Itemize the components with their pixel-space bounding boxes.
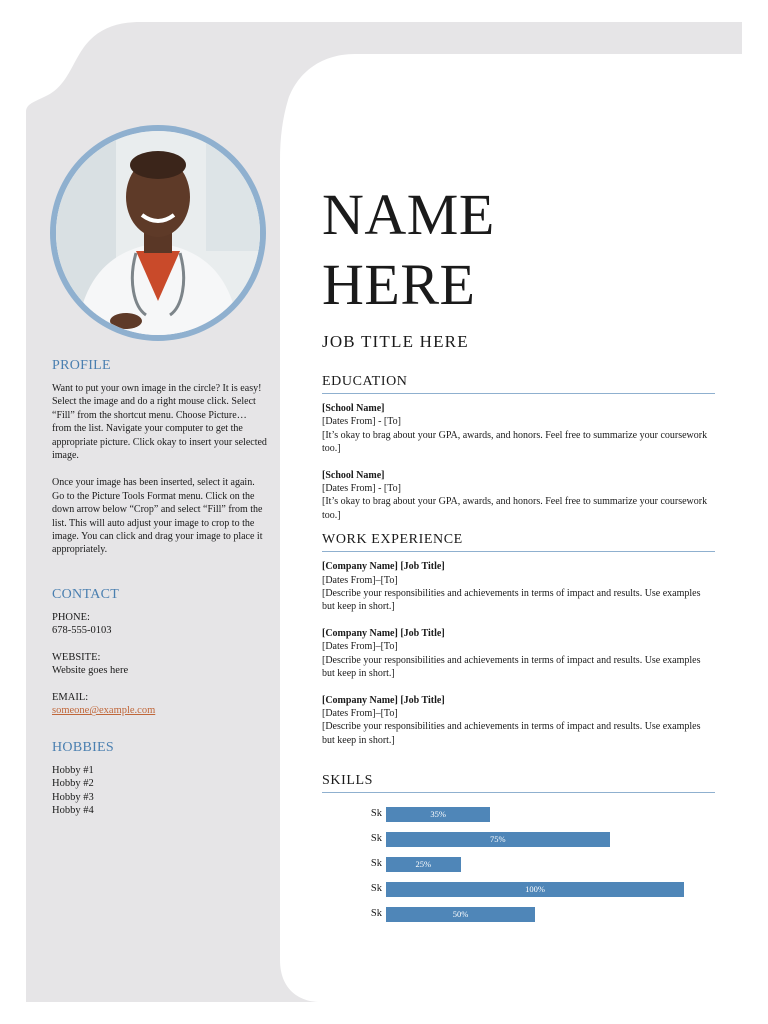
hobby-item[interactable]: Hobby #3 (52, 791, 94, 803)
name-line-1[interactable]: NAME (322, 182, 495, 247)
skill-bar: 50% (386, 907, 535, 922)
contact-website (52, 651, 267, 678)
job-title[interactable]: JOB TITLE HERE (322, 332, 469, 351)
work-dates: [Dates From]–[To] (322, 707, 398, 719)
skill-bar: 25% (386, 857, 461, 872)
profile-photo[interactable] (56, 131, 260, 335)
education-heading: EDUCATION (322, 374, 715, 394)
contact-heading: CONTACT (52, 586, 120, 602)
skill-track (386, 857, 684, 872)
school-dates: [Dates From] - [To] (322, 416, 401, 428)
skill-row[interactable] (322, 855, 715, 880)
work-description: [Describe your responsibilities and achievements in terms of impact and results. Use examples but keep in short.] (322, 588, 701, 613)
name-line-2[interactable]: HERE (322, 252, 476, 317)
contact-email (52, 691, 267, 718)
education-entry[interactable] (322, 402, 715, 456)
email-link[interactable]: someone@example.com (52, 705, 156, 717)
phone-label: PHONE: (52, 611, 90, 623)
skill-bar: 100% (386, 882, 684, 897)
sidebar (52, 358, 267, 818)
work-dates: [Dates From]–[To] (322, 641, 398, 653)
company-job-title: [Company Name] [Job Title] (322, 627, 445, 639)
profile-heading: PROFILE (52, 358, 111, 373)
profile-photo-frame[interactable] (50, 125, 266, 341)
skill-label: Sk (370, 908, 382, 920)
skills-heading: SKILLS (322, 773, 715, 793)
skill-row[interactable] (322, 805, 715, 830)
work-dates: [Dates From]–[To] (322, 574, 398, 586)
skill-label: Sk (370, 808, 382, 820)
education-entry[interactable] (322, 469, 715, 523)
hobby-item[interactable]: Hobby #4 (52, 805, 94, 817)
skill-label: Sk (370, 858, 382, 870)
work-entry[interactable] (322, 627, 715, 681)
skill-track (386, 832, 684, 847)
school-name: [School Name] (322, 403, 385, 414)
website-label: WEBSITE: (52, 651, 101, 663)
doctor-photo-illustration (56, 131, 260, 335)
skill-bar: 35% (386, 807, 490, 822)
company-job-title: [Company Name] [Job Title] (322, 561, 445, 573)
skill-row[interactable] (322, 880, 715, 905)
hobbies-list (52, 764, 267, 818)
skill-label: Sk (370, 833, 382, 845)
skill-row[interactable] (322, 905, 715, 930)
work-entry[interactable] (322, 694, 715, 748)
website-value[interactable]: Website goes here (52, 665, 129, 677)
skill-label: Sk (370, 883, 382, 895)
company-job-title: [Company Name] [Job Title] (322, 694, 445, 706)
work-experience-heading: WORK EXPERIENCE (322, 532, 715, 552)
hobbies-heading: HOBBIES (52, 739, 114, 755)
profile-paragraph-2[interactable]: Once your image has been inserted, select it again. Go to the Picture Tools Format menu. Click on the down arrow below “Crop” and select “Fill” from the list. This will auto adjust your image to crop to the image. You can click and drag your image to place it appropriately. (52, 477, 263, 556)
profile-paragraph-1[interactable]: Want to put your own image in the circle? It is easy! Select the image and do a right mouse click. Select “Fill” from the shortcut menu. Choose Picture… from the list. Navigate your computer to get the appropriate picture. Click okay to insert your selected image. (52, 383, 267, 462)
skill-bar: 75% (386, 832, 610, 847)
hobby-item[interactable]: Hobby #2 (52, 778, 94, 790)
school-description: [It’s okay to brag about your GPA, awards, and honors. Feel free to summarize your coursework too.] (322, 496, 708, 521)
work-entry[interactable] (322, 560, 715, 614)
skills-chart (322, 805, 715, 930)
hobby-item[interactable]: Hobby #1 (52, 764, 94, 776)
school-dates: [Dates From] - [To] (322, 483, 401, 495)
work-description: [Describe your responsibilities and achievements in terms of impact and results. Use examples but keep in short.] (322, 654, 701, 680)
school-name: [School Name] (322, 469, 385, 481)
skill-row[interactable] (322, 830, 715, 855)
skill-track (386, 907, 684, 922)
email-label: EMAIL: (52, 691, 89, 703)
skills-section (322, 773, 715, 930)
skill-track (386, 807, 684, 822)
main-content (322, 180, 715, 930)
school-description: [It’s okay to brag about your GPA, awards, and honors. Feel free to summarize your coursework too.] (322, 429, 708, 455)
skill-track (386, 882, 684, 897)
contact-phone (52, 611, 267, 638)
work-description: [Describe your responsibilities and achievements in terms of impact and results. Use examples but keep in short.] (322, 721, 701, 746)
phone-value[interactable]: 678-555-0103 (52, 625, 112, 637)
